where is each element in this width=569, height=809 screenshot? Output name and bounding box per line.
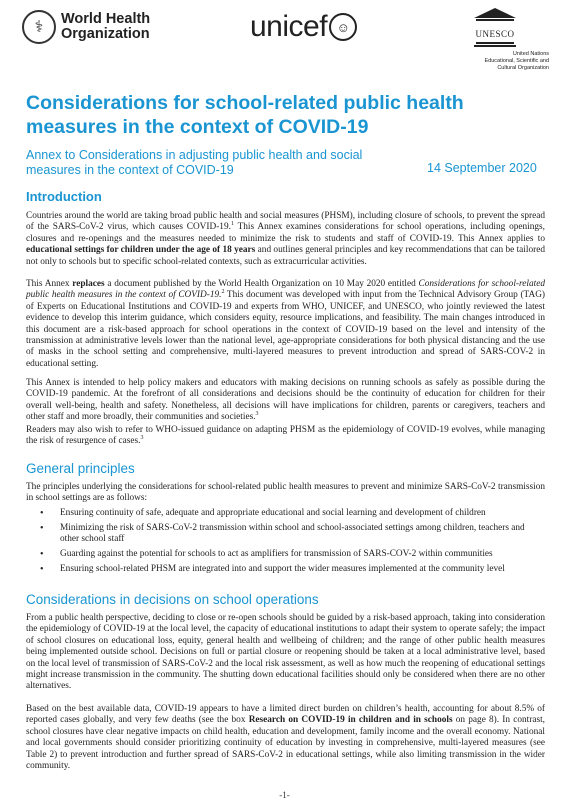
list-item: • Ensuring school-related PHSM are integrated into and support the wider measures implemented at the community level [48,564,544,575]
unesco-temple-icon [471,5,519,49]
header-logos [0,0,569,95]
school-operations-heading: Considerations in decisions on school operations [26,592,319,607]
unicef-wordmark: unicef [250,10,328,43]
list-item: • Ensuring continuity of safe, adequate and appropriate educational and social learning and development of children [48,508,544,519]
publication-date: 14 September 2020 [427,161,537,175]
intro-paragraph-1: Countries around the world are taking broad public health and social measures (PHSM), including closure of schools, to prevent the spread of the SARS-CoV-2 virus, which causes COVID-19.$^1$ This Annex examines considerations for school operations, including openings, closures and re-openings and the measures needed to minimize the risk to students and staff of COVID-19. This Annex applies to educational settings for children under the age of 18 years and outlines general principles and key recommendations that can be tailored not only to schools but to specific school-related contexts, such as extracurricular activities. [26,211,545,267]
unicef-logo [250,10,357,44]
document-title: Considerations for school-related public health measures in the context of COVID-19 [26,92,464,138]
intro-paragraph-4: Readers may also wish to refer to WHO-issued guidance on adapting PHSM as the epidemiology of COVID-19 evolves, while managing the risk of resurgence of cases.$^3$ [26,425,545,447]
introduction-heading: Introduction [26,189,102,204]
page-number: -1- [279,790,290,800]
unesco-logo [439,5,549,72]
decisions-paragraph-1: From a public health perspective, deciding to close or re-open schools should be guided by a risk-based approach, taking into consideration the epidemiology of COVID-19 at the local level, the capacity of educational institutions to adapt their system to operate safely; the impact of school closures on educational loss, equity, general health and wellbeing of children; and the range of other public health measures being implemented outside school. Decisions on full or partial closure or reopening should be taken at a local administrative level, based on the local level of transmission of SARS-CoV-2 and the local risk assessment, as well as how much the reopening of educational settings might increase transmission in the community. The shutting down educational facilities should only be considered when there are no other alternatives. [26,613,545,692]
who-name-line2: Organization [61,26,150,42]
intro-paragraph-3: This Annex is intended to help policy makers and educators with making decisions on running schools as safely as possible during the COVID-19 pandemic. At the forefront of all considerations and decisions should be the continuity of education for children for their overall well-being, health and safety. Nonetheless, all decisions will have implications for children, parents or caregivers, teachers and other staff and more broadly, their communities and societies.$^3$ [26,378,545,423]
decisions-paragraph-2: Based on the best available data, COVID-19 appears to have a limited direct burden on children’s health, accounting for about 8.5% of reported cases globally, and very few deaths (see the box Research on COVID-19 in children and in schools on page 8). In contrast, school closures have clear negative impacts on child health, education and development, family income and the overall economy. National and local governments should consider prioritizing continuity of education by investing in comprehensive, multi-layered measures (see Table 2) to prevent introduction and further spread of SARS-CoV-2 in educational settings, while also limiting transmission in the wider community. [26,704,545,772]
unesco-line1: United Nations [512,51,549,57]
unesco-line2: Educational, Scientific and [484,58,549,64]
principles-lead: The principles underlying the considerations for school-related public health measures to prevent and minimize SARS-CoV-2 transmission in school settings are as follows: [26,482,545,504]
intro-paragraph-2: This Annex replaces a document published by the World Health Organization on 10 May 2020 entitled Considerations for school-related public health measures in the context of COVID-19.$^2$ This document was developed with input from the Technical Advisory Group (TAG) of Experts on Educational Institutions and COVID-19 and experts from WHO, UNICEF, and UNESCO, who jointly reviewed the latest evidence to develop this interim guidance, which considers equity, resource implications, and feasibility. The main changes introduced in this document are a risk-based approach for school operations in the context of COVID-19 based on the level and intensity of the transmission at administrative levels lower than the national level, age-appropriate considerations for both physical distancing and the use of masks in the school setting and comprehensive, multi-layered measures to prevent introduction and spread of SARS-COV-2 in educational setting. [26,279,545,369]
who-logo [22,10,150,44]
unesco-name [439,51,549,72]
unesco-line3: Cultural Organization [497,65,549,71]
svg-text:UNESCO: UNESCO [475,29,515,39]
general-principles-heading: General principles [26,461,135,476]
list-item: • Minimizing the risk of SARS-CoV-2 transmission within school and school-associated settings among children, teachers and other school staff [48,523,544,546]
list-item: • Guarding against the potential for schools to act as amplifiers for transmission of SARS-COV-2 within communities [48,549,544,560]
unicef-emblem-icon: ☺ [329,13,357,41]
principles-list [48,508,544,579]
who-emblem-icon: ⚕ [22,10,56,44]
document-subtitle: Annex to Considerations in adjusting public health and social measures in the context of COVID-19 [26,148,363,177]
who-name-line1: World Health [61,11,151,27]
